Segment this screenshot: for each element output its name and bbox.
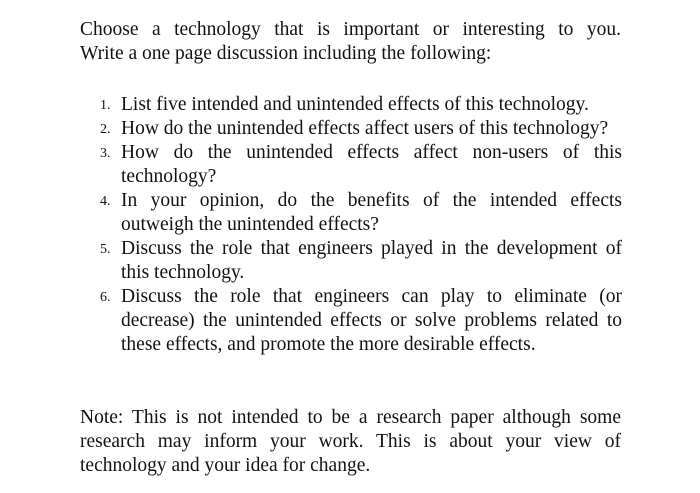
intro-line-1: Choose a technology that is important or interesting to you. [80, 19, 621, 40]
item-text: How do the unintended effects affect users of this technology? [121, 118, 609, 139]
list-item [100, 285, 622, 357]
list-item [100, 237, 622, 285]
item-number: 4. [100, 194, 111, 209]
list-item [100, 117, 622, 141]
item-text: List five intended and unintended effects of this technology. [121, 94, 589, 115]
list-item [100, 189, 622, 237]
item-number: 2. [100, 122, 111, 137]
item-text: Discuss the role that engineers played in the development of this technology. [121, 238, 622, 283]
item-number: 1. [100, 98, 111, 113]
assignment-intro [80, 18, 621, 66]
list-item [100, 93, 622, 117]
item-number: 3. [100, 146, 111, 161]
item-text: Discuss the role that engineers can play to eliminate (or decrease) the unintended effects or solve problems related to these effects, and promote the more desirable effects. [121, 286, 622, 355]
list-item [100, 141, 622, 189]
question-list [100, 93, 622, 357]
intro-line-2: Write a one page discussion including the following: [80, 43, 492, 64]
note-paragraph: Note: This is not intended to be a research paper although some research may inform your work. This is about your view of technology and your idea for change. [80, 407, 621, 476]
item-text: In your opinion, do the benefits of the intended effects outweigh the unintended effects? [121, 190, 622, 235]
item-number: 6. [100, 290, 111, 305]
item-text: How do the unintended effects affect non-users of this technology? [121, 142, 622, 187]
item-number: 5. [100, 242, 111, 257]
